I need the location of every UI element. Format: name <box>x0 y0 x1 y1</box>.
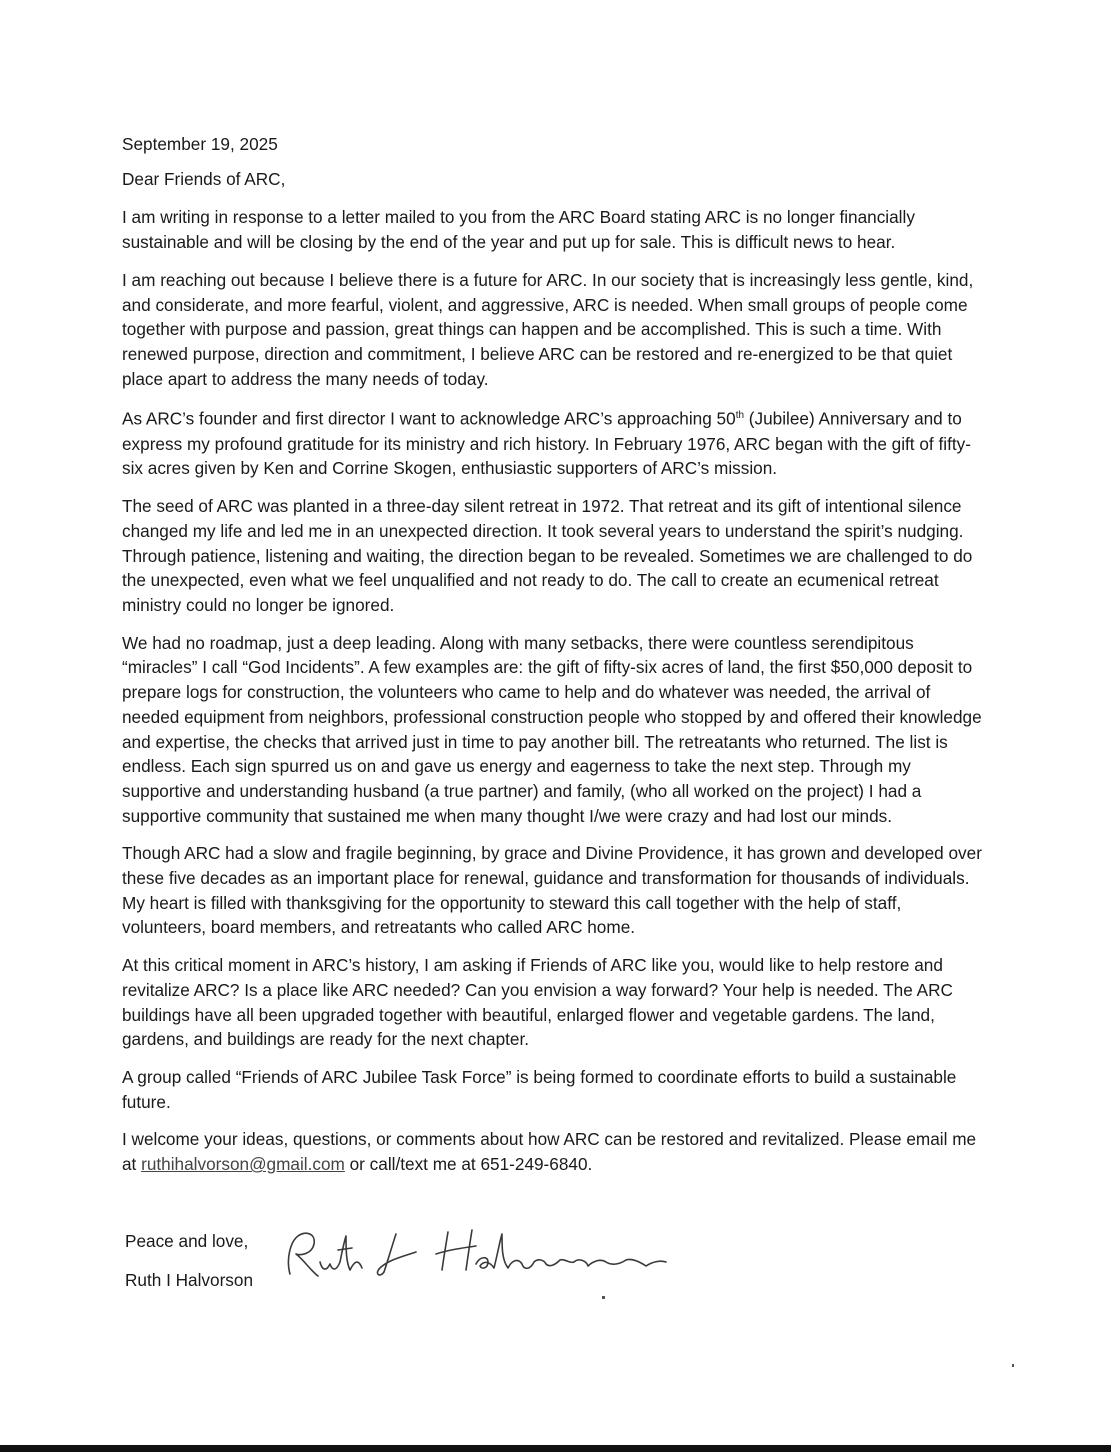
closing-phrase: Peace and love, <box>125 1231 249 1251</box>
salutation: Dear Friends of ARC, <box>122 168 286 189</box>
paragraph-3 <box>122 404 990 481</box>
paragraph-3-end: (Jubilee) Anniversary and to express my profound gratitude for its ministry and rich history. In February 1976, ARC began with the gift of fifty-six acres given by Ken and Corrine Skogen, enthusiastic supporters of ARC’s mission. <box>122 409 971 479</box>
paragraph-7: At this critical moment in ARC’s history, I am asking if Friends of ARC like you, would like to help restore and revitalize ARC? Is a place like ARC needed? Can you envision a way forward? Your help is needed. The ARC buildings have all been upgraded together with beautiful, enlarged flower and vegetable gardens. The land, gardens, and buildings are ready for the next chapter. <box>122 955 953 1050</box>
letter-body <box>122 132 990 1190</box>
email-link[interactable]: ruthihalvorson@gmail.com <box>141 1154 345 1175</box>
letter-date: September 19, 2025 <box>122 134 278 154</box>
paragraph-4: The seed of ARC was planted in a three-day silent retreat in 1972. That retreat and its gift of intentional silence changed my life and led me in an unexpected direction. It took several years to understand the spirit’s nudging. Through patience, listening and waiting, the direction began to be revealed. Sometimes we are challenged to do the unexpected, even what we feel unqualified and not ready to do. The call to create an ecumenical retreat ministry could no longer be ignored. <box>122 496 973 615</box>
ordinal-superscript: th <box>735 410 745 422</box>
paragraph-2: I am reaching out because I believe there is a future for ARC. In our society that is increasingly less gentle, kind, and considerate, and more fearful, violent, and aggressive, ARC is needed. When small groups of people come together with purpose and passion, great things can happen and be accomplished. This is such a time. With renewed purpose, direction and commitment, I believe ARC can be restored and re-energized to be that quiet place apart to address the many needs of today. <box>122 269 974 389</box>
paragraph-3-start: As ARC’s founder and first director I want to acknowledge ARC’s approaching 50 <box>122 409 736 430</box>
paragraph-9-start: I welcome your ideas, questions, or comments about how ARC can be restored and revitalized. Please email me at <box>122 1129 977 1175</box>
scan-edge-bar <box>0 1445 1111 1452</box>
scan-speck <box>602 1296 605 1299</box>
signer-name: Ruth I Halvorson <box>125 1269 254 1290</box>
paragraph-5: We had no roadmap, just a deep leading. Along with many setbacks, there were countless serendipitous “miracles” I call “God Incidents”. A few examples are: the gift of fifty-six acres of land, the first $50,000 deposit to prepare logs for construction, the volunteers who came to help and do whatever was needed, the arrival of needed equipment from neighbors, professional construction people who stopped by and offered their knowledge and expertise, the checks that arrived just in time to pay another bill. The retreatants who returned. The list is endless. Each sign spurred us on and gave us energy and eagerness to take the next step. Through my supportive and understanding husband (a true partner) and family, (who all worked on the project) I had a supportive community that sustained me when many thought I/we were crazy and had lost our minds. <box>122 632 982 826</box>
paragraph-8: A group called “Friends of ARC Jubilee Task Force” is being formed to coordinate efforts to build a sustainable future. <box>122 1066 957 1112</box>
paragraph-9-end: or call/text me at 651-249-6840. <box>344 1154 593 1175</box>
paragraph-1: I am writing in response to a letter mailed to you from the ARC Board stating ARC is no longer financially sustainable and will be closing by the end of the year and put up for sale. This is difficult news to hear. <box>122 207 915 253</box>
signature-drawing <box>276 1212 696 1302</box>
paragraph-9 <box>122 1127 990 1176</box>
paragraph-6: Though ARC had a slow and fragile beginning, by grace and Divine Providence, it has grown and developed over these five decades as an important place for renewal, guidance and transformation for thousands of individuals. My heart is filled with thanksgiving for the opportunity to steward this call together with the help of staff, volunteers, board members, and retreatants who called ARC home. <box>122 843 982 938</box>
closing-block <box>125 1229 253 1292</box>
scan-speck <box>1012 1364 1014 1367</box>
handwritten-signature <box>276 1212 696 1302</box>
